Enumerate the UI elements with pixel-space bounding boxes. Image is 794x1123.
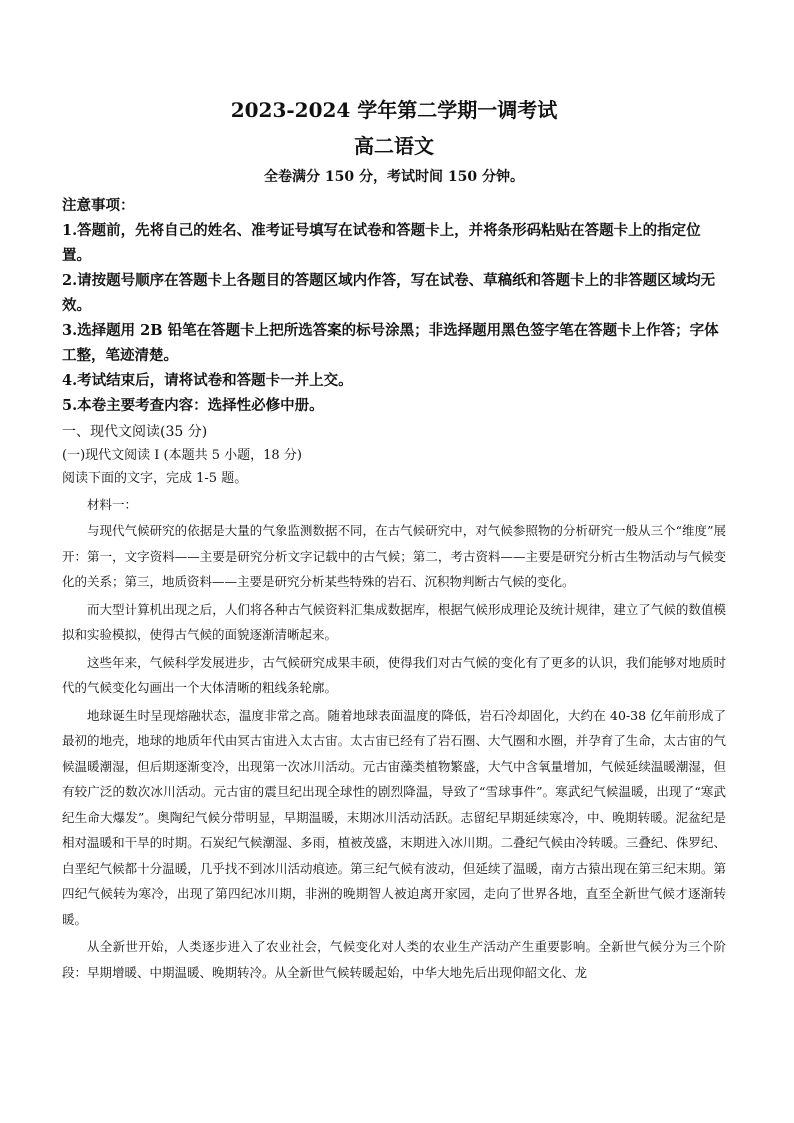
exam-info: 全卷满分 150 分，考试时间 150 分钟。	[264, 169, 524, 185]
material-label: 材料一：	[87, 497, 138, 512]
reading-instruction: 阅读下面的文字，完成 1-5 题。	[62, 471, 248, 486]
note-item: 2.请按题号顺序在答题卡上各题目的答题区域内作答，写在试卷、草稿纸和答题卡上的非答题区域均无效。	[62, 272, 716, 314]
subject-title: 高二语文	[354, 134, 434, 158]
exam-title: 2023-2024 学年第二学期一调考试	[230, 98, 558, 122]
note-item: 1.答题前，先将自己的姓名、准考证号填写在试卷和答题卡上，并将条形码粘贴在答题卡上的指定位置。	[62, 222, 701, 264]
note-item: 3.选择题用 2B 铅笔在答题卡上把所选答案的标号涂黑；非选择题用黑色签字笔在答题卡上作答；字体工整，笔迹清楚。	[62, 322, 719, 364]
note-item: 5.本卷主要考查内容：选择性必修中册。	[62, 397, 324, 414]
note-item: 4.考试结束后，请将试卷和答题卡一并上交。	[62, 372, 353, 389]
section-heading: 一、现代文阅读(35 分)	[62, 424, 208, 440]
passage-paragraph: 地球诞生时呈现熔融状态，温度非常之高。随着地球表面温度的降低，岩石冷却固化，大约在 40-38 亿年前形成了最初的地壳，地球的地质年代由冥古宙进入太古宙。太古宙已经有了岩石圈、大气圈和水圈，并孕育了生命，太古宙的气候温暖潮湿，但后期逐渐变冷，出现第一次冰川活动。元古宙藻类植物繁盛，大气中含氧量增加，气候延续温暖潮湿，但有较广泛的数次冰川活动。元古宙的震旦纪出现全球性的剧烈降温，导致了“雪球事件”。寒武纪气候温暖，出现了“寒武纪生命大爆发”。奥陶纪气候分带明显，早期温暖，末期冰川活动活跃。志留纪早期延续寒冷，中、晚期转暖。泥盆纪是相对温暖和干旱的时期。石炭纪气候潮湿、多雨，植被茂盛，末期进入冰川期。二叠纪气候由冷转暖。三叠纪、侏罗纪、白垩纪气候都十分温暖，几乎找不到冰川活动痕迹。第三纪气候有波动，但延续了温暖，南方古猿出现在第三纪末期。第四纪气候转为寒冷，出现了第四纪冰川期，非洲的晚期智人被迫离开家园，走向了世界各地，直至全新世气候才逐渐转暖。	[62, 707, 726, 927]
passage-paragraph: 这些年来，气候科学发展进步，古气候研究成果丰硕，使得我们对古气候的变化有了更多的认识，我们能够对地质时代的气候变化勾画出一个大体清晰的粗线条轮廓。	[62, 654, 726, 695]
passage-paragraph: 与现代气候研究的依据是大量的气象监测数据不同，在古气候研究中，对气候参照物的分析研究一般从三个“维度”展开：第一，文字资料——主要是研究分析文字记载中的古气候；第二，考古资料——主要是研究分析古生物活动与气候变化的关系；第三，地质资料——主要是研究分析某些特殊的岩石、沉积物判断古气候的变化。	[62, 523, 726, 589]
passage-paragraph: 而大型计算机出现之后，人们将各种古气候资料汇集成数据库，根据气候形成理论及统计规律，建立了气候的数值模拟和实验模拟，使得古气候的面貌逐渐清晰起来。	[62, 601, 726, 642]
subsection-heading: (一)现代文阅读 I (本题共 5 小题，18 分)	[62, 448, 302, 463]
passage-paragraph: 从全新世开始，人类逐步进入了农业社会，气候变化对人类的农业生产活动产生重要影响。全新世气候分为三个阶段：早期增暖、中期温暖、晚期转冷。从全新世气候转暖起始，中华大地先后出现仰韶文化、龙	[62, 939, 726, 980]
notes-heading: 注意事项：	[62, 197, 135, 214]
